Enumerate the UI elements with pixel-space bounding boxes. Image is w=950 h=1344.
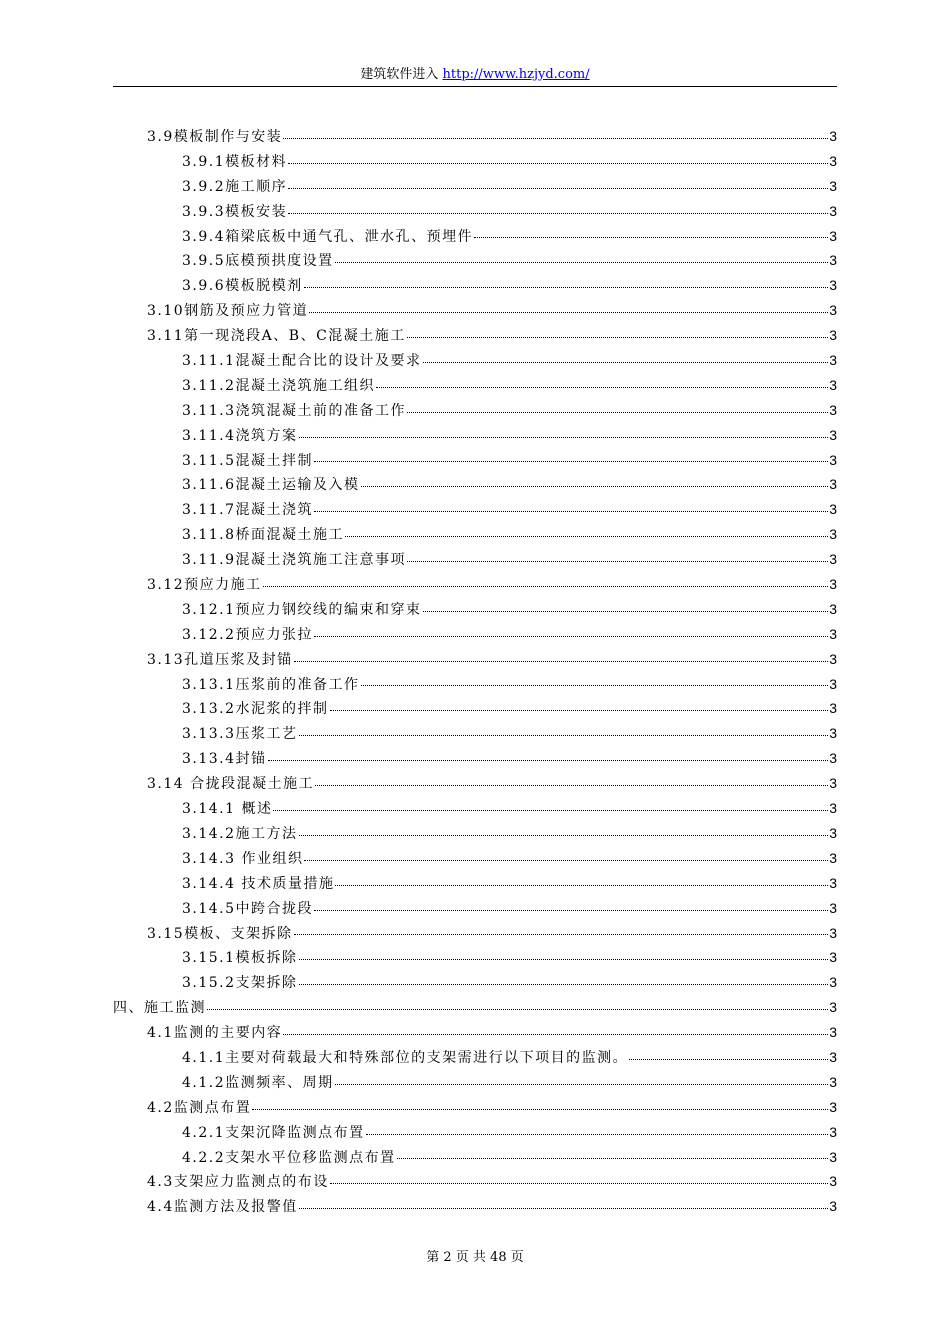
- toc-entry[interactable]: [113, 448, 837, 473]
- toc-entry-page: 3: [829, 277, 837, 294]
- toc-entry-page: 3: [829, 152, 837, 169]
- toc-entry-label: 4.2.1支架沉降监测点布置: [182, 1124, 365, 1141]
- toc-entry-label: 3.9.2施工顺序: [182, 178, 288, 195]
- toc-entry-page: 3: [829, 302, 837, 319]
- toc-entry-page: 3: [829, 1173, 837, 1190]
- toc-entry-label: 4.1监测的主要内容: [147, 1025, 283, 1042]
- toc-entry-page: 3: [829, 476, 837, 493]
- toc-dot-leader: [335, 261, 829, 263]
- toc-dot-leader: [309, 311, 828, 313]
- toc-entry-page: 3: [829, 252, 837, 269]
- toc-entry-page: 3: [829, 177, 837, 194]
- toc-entry[interactable]: [113, 970, 837, 995]
- toc-entry-page: 3: [829, 1024, 837, 1041]
- toc-dot-leader: [207, 1008, 828, 1010]
- toc-entry-label: 3.11.9混凝土浇筑施工注意事项: [182, 552, 407, 569]
- toc-entry-page: 3: [829, 526, 837, 543]
- toc-entry-label: 3.12.2预应力张拉: [182, 626, 314, 643]
- toc-entry[interactable]: [113, 497, 837, 522]
- toc-entry[interactable]: [113, 871, 837, 896]
- toc-dot-leader: [283, 1033, 828, 1035]
- toc-entry-page: 3: [829, 426, 837, 443]
- toc-dot-leader: [304, 859, 828, 861]
- toc-entry-page: 3: [829, 899, 837, 916]
- toc-entry-label: 3.12.1预应力钢绞线的编束和穿束: [182, 601, 422, 618]
- toc-entry-page: 3: [829, 625, 837, 642]
- toc-entry-label: 3.9.4箱梁底板中通气孔、泄水孔、预埋件: [182, 228, 474, 245]
- toc-dot-leader: [299, 1207, 828, 1209]
- toc-entry-label: 3.9模板制作与安装: [147, 129, 283, 145]
- toc-dot-leader: [423, 610, 829, 612]
- toc-entry-page: 3: [829, 725, 837, 742]
- toc-entry-label: 4.2监测点布置: [147, 1099, 252, 1116]
- toc-dot-leader: [423, 361, 829, 363]
- toc-entry[interactable]: [113, 199, 837, 224]
- toc-dot-leader: [294, 933, 829, 935]
- toc-dot-leader: [299, 983, 829, 985]
- toc-entry-page: 3: [829, 1198, 837, 1215]
- toc-entry-label: 3.13.3压浆工艺: [182, 726, 298, 743]
- toc-entry[interactable]: [113, 149, 837, 174]
- toc-dot-leader: [299, 734, 829, 736]
- toc-dot-leader: [273, 809, 828, 811]
- toc-entry-page: 3: [829, 775, 837, 792]
- toc-dot-leader: [376, 386, 828, 388]
- toc-dot-leader: [263, 585, 829, 587]
- toc-entry-page: 3: [829, 576, 837, 593]
- toc-entry-label: 3.15.1模板拆除: [182, 950, 298, 967]
- toc-entry[interactable]: [113, 1020, 837, 1045]
- toc-entry-page: 3: [829, 999, 837, 1016]
- toc-entry[interactable]: [113, 696, 837, 721]
- toc-entry-label: 3.13.4封锚: [182, 751, 267, 768]
- toc-entry[interactable]: [113, 647, 837, 672]
- toc-dot-leader: [299, 436, 829, 438]
- toc-dot-leader: [397, 1157, 829, 1159]
- toc-entry-label: 3.13.2水泥浆的拌制: [182, 701, 329, 718]
- toc-entry-label: 3.15模板、支架拆除: [147, 925, 293, 942]
- toc-entry[interactable]: [113, 672, 837, 697]
- toc-dot-leader: [407, 336, 828, 338]
- toc-dot-leader: [294, 660, 829, 662]
- toc-entry[interactable]: [113, 945, 837, 970]
- toc-entry-page: 3: [829, 600, 837, 617]
- toc-entry-page: 3: [829, 501, 837, 518]
- toc-entry[interactable]: [113, 1070, 837, 1095]
- toc-entry-page: 3: [829, 949, 837, 966]
- toc-dot-leader: [299, 834, 829, 836]
- toc-entry-page: 3: [829, 700, 837, 717]
- toc-dot-leader: [268, 759, 829, 761]
- toc-dot-leader: [314, 460, 828, 462]
- toc-entry-page: 3: [829, 1123, 837, 1140]
- toc-entry-page: 3: [829, 849, 837, 866]
- toc-entry-page: 3: [829, 451, 837, 468]
- toc-entry-label: 4.3支架应力监测点的布设: [147, 1174, 329, 1191]
- toc-entry-page: 3: [829, 227, 837, 244]
- toc-dot-leader: [314, 510, 828, 512]
- toc-entry[interactable]: [113, 1169, 837, 1194]
- toc-dot-leader: [407, 560, 828, 562]
- toc-entry-label: 3.11.6混凝土运输及入模: [182, 477, 360, 494]
- toc-entry-label: 4.1.1主要对荷载最大和特殊部位的支架需进行以下项目的监测。: [182, 1049, 629, 1066]
- toc-entry[interactable]: [113, 846, 837, 871]
- toc-dot-leader: [315, 784, 828, 786]
- page-footer: 第 2 页 共 48 页: [426, 1250, 524, 1265]
- toc-entry[interactable]: [113, 597, 837, 622]
- toc-entry-label: 3.11.3浇筑混凝土前的准备工作: [182, 402, 407, 419]
- toc-entry-page: 3: [829, 128, 837, 144]
- header-link[interactable]: http://www.hzjyd.com/: [442, 67, 590, 82]
- toc-entry[interactable]: [113, 1145, 837, 1170]
- toc-dot-leader: [330, 709, 829, 711]
- toc-entry[interactable]: [113, 547, 837, 572]
- toc-entry-label: 3.9.1模板材料: [182, 153, 288, 170]
- toc-entry[interactable]: [113, 796, 837, 821]
- toc-entry-label: 3.14.5中跨合拢段: [182, 900, 314, 917]
- toc-dot-leader: [314, 909, 828, 911]
- toc-entry[interactable]: [113, 472, 837, 497]
- toc-entry-label: 3.12预应力施工: [147, 577, 262, 594]
- toc-entry[interactable]: [113, 398, 837, 423]
- toc-entry[interactable]: [113, 1120, 837, 1145]
- toc-entry[interactable]: [113, 373, 837, 398]
- toc-entry-label: 3.14.1 概述: [182, 801, 273, 818]
- toc-entry-page: 3: [829, 750, 837, 767]
- toc-entry-label: 3.11.2混凝土浇筑施工组织: [182, 377, 376, 394]
- toc-entry-label: 3.9.6模板脱模剂: [182, 278, 303, 295]
- toc-entry-label: 3.11.4浇筑方案: [182, 427, 298, 444]
- toc-entry[interactable]: [113, 821, 837, 846]
- toc-entry-label: 3.9.3模板安装: [182, 203, 288, 220]
- toc-dot-leader: [288, 162, 828, 164]
- toc-entry-label: 3.9.5底模预拱度设置: [182, 253, 334, 270]
- toc-entry-label: 4.2.2支架水平位移监测点布置: [182, 1149, 396, 1166]
- toc-entry[interactable]: [113, 248, 837, 273]
- toc-entry-page: 3: [829, 800, 837, 817]
- header-text: 建筑软件进入: [360, 67, 443, 82]
- toc-dot-leader: [252, 1108, 828, 1110]
- toc-dot-leader: [299, 958, 829, 960]
- toc-entry-label: 3.11.5混凝土拌制: [182, 452, 314, 469]
- toc-dot-leader: [330, 1182, 828, 1184]
- toc-entry-label: 3.14.2施工方法: [182, 825, 298, 842]
- toc-dot-leader: [335, 884, 828, 886]
- toc-dot-leader: [288, 187, 828, 189]
- toc-entry-page: 3: [829, 824, 837, 841]
- toc-entry-label: 3.11.8桥面混凝土施工: [182, 527, 345, 544]
- toc-entry[interactable]: [113, 896, 837, 921]
- toc-dot-leader: [366, 1133, 829, 1135]
- toc-entry-label: 3.15.2支架拆除: [182, 975, 298, 992]
- toc-entry-page: 3: [829, 874, 837, 891]
- toc-entry-page: 3: [829, 376, 837, 393]
- toc-entry[interactable]: [113, 572, 837, 597]
- toc-entry[interactable]: [113, 721, 837, 746]
- toc-entry-page: 3: [829, 551, 837, 568]
- toc-entry[interactable]: [113, 298, 837, 323]
- toc-entry-page: 3: [829, 924, 837, 941]
- toc-entry[interactable]: [113, 1095, 837, 1120]
- toc-dot-leader: [407, 411, 828, 413]
- toc-entry-label: 3.14.3 作业组织: [182, 850, 304, 867]
- toc-entry[interactable]: [113, 921, 837, 946]
- toc-entry[interactable]: [113, 348, 837, 373]
- toc-entry-page: 3: [829, 1048, 837, 1065]
- toc-entry[interactable]: [113, 522, 837, 547]
- toc-entry-label: 4.4监测方法及报警值: [147, 1199, 298, 1216]
- toc-entry-label: 3.13.1压浆前的准备工作: [182, 676, 360, 693]
- toc-dot-leader: [314, 635, 828, 637]
- toc-entry-label: 3.11第一现浇段A、B、C混凝土施工: [147, 328, 406, 345]
- toc-entry-page: 3: [829, 974, 837, 991]
- toc-entry[interactable]: [113, 323, 837, 348]
- toc-entry[interactable]: [113, 124, 837, 149]
- toc-entry-page: 3: [829, 401, 837, 418]
- toc-entry[interactable]: [113, 746, 837, 771]
- toc-entry[interactable]: [113, 622, 837, 647]
- toc-entry[interactable]: [113, 995, 837, 1020]
- toc-entry-page: 3: [829, 1073, 837, 1090]
- toc-entry[interactable]: [113, 423, 837, 448]
- toc-entry-label: 3.14 合拢段混凝土施工: [147, 776, 315, 793]
- toc-dot-leader: [474, 236, 828, 238]
- toc-entry-page: 3: [829, 202, 837, 219]
- toc-entry[interactable]: [113, 224, 837, 249]
- toc-entry-label: 4.1.2监测频率、周期: [182, 1074, 334, 1091]
- toc-dot-leader: [345, 535, 828, 537]
- toc-entry-page: 3: [829, 650, 837, 667]
- toc-entry-label: 3.13孔道压浆及封锚: [147, 651, 293, 668]
- toc-entry-label: 3.11.7混凝土浇筑: [182, 502, 314, 519]
- toc-dot-leader: [283, 137, 828, 139]
- toc-entry-label: 四、施工监测: [113, 1000, 206, 1017]
- toc-dot-leader: [335, 1083, 829, 1085]
- toc-entry-page: 3: [829, 1148, 837, 1165]
- toc-entry-page: 3: [829, 675, 837, 692]
- toc-entry-page: 3: [829, 352, 837, 369]
- toc-entry[interactable]: [113, 771, 837, 796]
- toc-entry[interactable]: [113, 273, 837, 298]
- toc-entry-page: 3: [829, 1098, 837, 1115]
- toc-dot-leader: [629, 1058, 828, 1060]
- toc-dot-leader: [361, 485, 829, 487]
- toc-dot-leader: [361, 684, 829, 686]
- toc-entry[interactable]: [113, 174, 837, 199]
- toc-dot-leader: [304, 286, 829, 288]
- toc-entry[interactable]: [113, 1045, 837, 1070]
- table-of-contents: [113, 124, 837, 1219]
- toc-dot-leader: [288, 212, 828, 214]
- toc-entry[interactable]: [113, 1194, 837, 1219]
- page-header: [113, 66, 837, 87]
- toc-entry-label: 3.14.4 技术质量措施: [182, 875, 335, 892]
- toc-entry-page: 3: [829, 327, 837, 344]
- toc-entry-label: 3.10钢筋及预应力管道: [147, 303, 309, 320]
- toc-entry-label: 3.11.1混凝土配合比的设计及要求: [182, 353, 422, 370]
